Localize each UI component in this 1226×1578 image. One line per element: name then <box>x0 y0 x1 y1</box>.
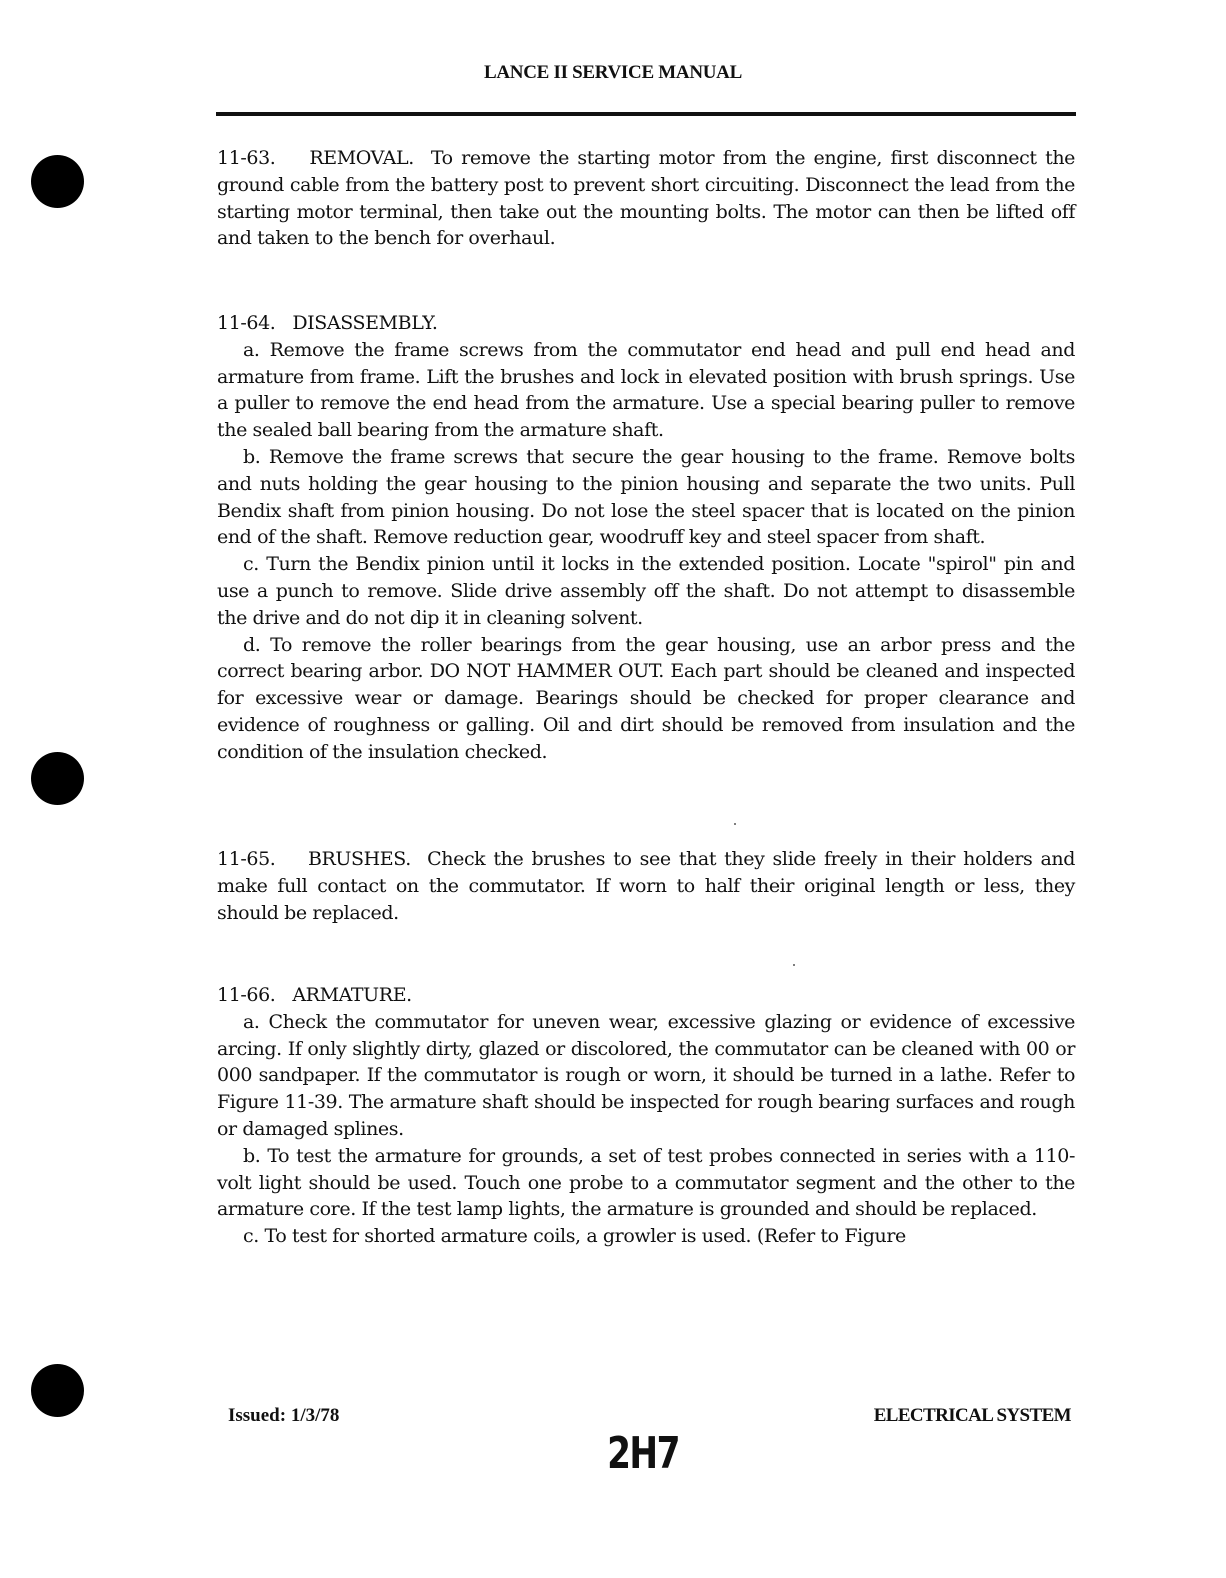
footer-section-name: ELECTRICAL SYSTEM <box>873 1405 1071 1426</box>
step-b: b. Remove the frame screws that secure the gear housing to the frame. Remove bolts and nuts holding the gear housing to the pinion housing and separate the two units. Pull Bendix shaft from pinion housing. Do not lose the steel spacer that is located on the pinion end of the shaft. Remove reduction gear, woodruff key and steel spacer from shaft. <box>217 445 1075 549</box>
section-armature <box>217 982 1075 1250</box>
binder-hole-top <box>31 155 84 208</box>
section-body: To remove the starting motor from the engine, first disconnect the ground cable from the battery post to prevent short circuiting. Disconnect the lead from the starting motor terminal, then take out the mounting bolts. The motor can then be lifted off and taken to the bench for overhaul. <box>217 147 1076 250</box>
section-number: 11-64. <box>217 312 276 334</box>
header-rule <box>216 112 1076 116</box>
section-number: 11-66. <box>217 984 276 1006</box>
section-title: REMOVAL. <box>309 147 414 169</box>
binder-hole-bottom <box>31 1364 84 1417</box>
section-disassembly <box>217 310 1075 766</box>
section-number: 11-65. <box>217 848 276 870</box>
scan-speck <box>793 964 795 966</box>
section-title: ARMATURE. <box>292 984 412 1006</box>
binder-hole-middle <box>31 752 84 805</box>
step-b: b. To test the armature for grounds, a set of test probes connected in series with a 110-volt light should be used. Touch one probe to a commutator segment and the other to the armature core. If the test lamp lights, the armature is grounded and should be replaced. <box>217 1144 1075 1221</box>
fiche-code: 2H7 <box>607 1428 679 1479</box>
section-number: 11-63. <box>217 147 276 169</box>
section-removal <box>217 145 1075 252</box>
page-header-title: LANCE II SERVICE MANUAL <box>484 62 742 83</box>
step-a: a. Remove the frame screws from the commutator end head and pull end head and armature from frame. Lift the brushes and lock in elevated position with brush springs. Use a puller to remove the end head from the armature. Use a special bearing puller to remove the sealed ball bearing from the armature shaft. <box>217 338 1075 442</box>
section-brushes <box>217 846 1075 926</box>
step-d: d. To remove the roller bearings from the gear housing, use an arbor press and the correct bearing arbor. DO NOT HAMMER OUT. Each part should be cleaned and inspected for excessive wear or damage. Bearings should be checked for proper clearance and evidence of roughness or galling. Oil and dirt should be removed from insulation and the condition of the insulation checked. <box>217 633 1075 763</box>
footer-issued-date: Issued: 1/3/78 <box>228 1405 340 1426</box>
step-a: a. Check the commutator for uneven wear, excessive glazing or evidence of excessive arcing. If only slightly dirty, glazed or discolored, the commutator can be cleaned with 00 or 000 sandpaper. If the commutator is rough or worn, it should be turned in a lathe. Refer to Figure 11-39. The armature shaft should be inspected for rough bearing surfaces and rough or damaged splines. <box>217 1010 1075 1140</box>
section-body: Check the brushes to see that they slide freely in their holders and make full contact on the commutator. If worn to half their original length or less, they should be replaced. <box>217 848 1076 924</box>
section-title: BRUSHES. <box>307 848 411 870</box>
scan-speck <box>734 823 736 825</box>
step-c: c. Turn the Bendix pinion until it locks in the extended position. Locate "spirol" pin and use a punch to remove. Slide drive assembly off the shaft. Do not attempt to disassemble the drive and do not dip it in cleaning solvent. <box>217 553 1075 629</box>
section-title: DISASSEMBLY. <box>292 312 438 334</box>
step-c: c. To test for shorted armature coils, a growler is used. (Refer to Figure <box>243 1225 906 1248</box>
